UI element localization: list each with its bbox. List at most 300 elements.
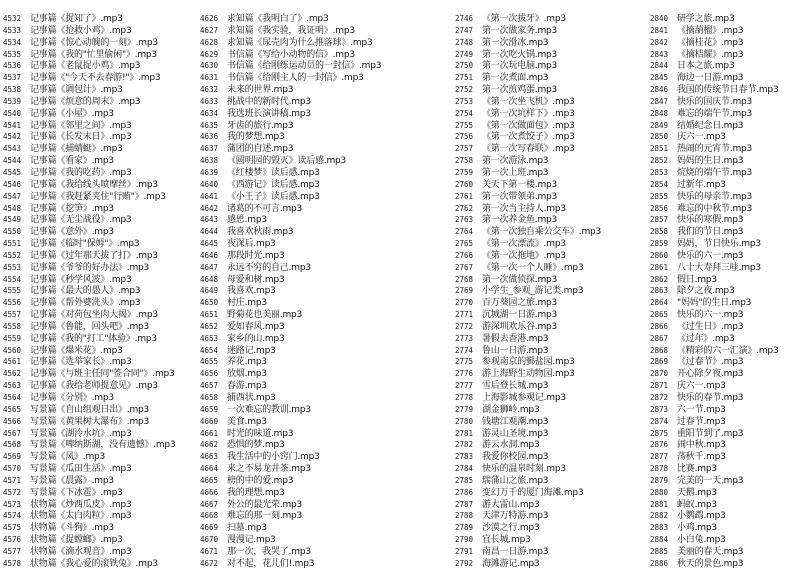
list-item <box>200 380 390 392</box>
file-name: 八十大寿拜三哇.mp3 <box>677 262 761 273</box>
file-name: 记事篇《鲁能，回头吧》.mp3 <box>30 321 150 332</box>
item-number: 4535 <box>3 49 22 59</box>
item-number: 4539 <box>3 96 22 106</box>
item-number: 2792 <box>455 558 474 568</box>
list-item <box>3 72 193 84</box>
item-number: 2867 <box>650 333 669 343</box>
item-number: 2877 <box>650 452 669 462</box>
file-name: 记事篇《爆米花》.mp3 <box>30 345 123 356</box>
file-name: 永远不穷的自己.mp3 <box>227 262 311 273</box>
file-name: 记事篇《我赶紧夹住"行贿"》.mp3 <box>30 191 166 202</box>
list-item <box>650 522 790 534</box>
file-name: 难忘的端午节.mp3 <box>677 108 753 119</box>
file-name: 上海影城参观记.mp3 <box>482 393 566 403</box>
list-item <box>3 262 193 274</box>
item-number: 4574 <box>3 511 22 521</box>
item-number: 2878 <box>650 464 669 474</box>
list-item <box>200 463 390 475</box>
item-number: 2780 <box>455 416 474 426</box>
file-column-4 <box>650 13 790 570</box>
file-name: 记事篇《"今天不去春游!"》.mp3 <box>30 73 161 84</box>
item-number: 4665 <box>200 475 219 485</box>
file-name: 第一次做家务.mp3 <box>482 25 558 36</box>
file-name: 写景篇《风》.mp3 <box>30 452 106 463</box>
item-number: 2883 <box>650 523 669 533</box>
item-number: 4542 <box>3 132 22 142</box>
list-item <box>455 49 645 61</box>
list-item <box>200 167 390 179</box>
list-item <box>455 451 645 463</box>
file-name: 《第一次拖地》.mp3 <box>482 250 566 261</box>
item-number: 4668 <box>200 511 219 521</box>
item-number: 2864 <box>650 298 669 308</box>
list-item <box>650 356 790 368</box>
file-name: 第一次玩电脑.mp3 <box>482 61 558 72</box>
file-name: 游大雷山.mp3 <box>482 499 540 510</box>
item-number: 4670 <box>200 535 219 545</box>
list-item <box>455 191 645 203</box>
file-name: 记事篇《意外》.mp3 <box>30 227 114 238</box>
file-name: 感恩.mp3 <box>227 215 267 226</box>
item-number: 4570 <box>3 464 22 474</box>
item-number: 2790 <box>455 535 474 545</box>
file-name: 对不起，花儿们!.mp3 <box>227 558 315 569</box>
list-item <box>650 25 790 37</box>
item-number: 4568 <box>3 440 22 450</box>
file-name: 沙漠之行.mp3 <box>482 523 540 534</box>
file-name: 写景篇《啤纳斯湖，没有遗憾》.mp3 <box>30 440 176 451</box>
item-number: 4538 <box>3 85 22 95</box>
list-item <box>650 368 790 380</box>
list-item <box>3 49 193 61</box>
item-number: 4643 <box>200 215 219 225</box>
item-number: 4547 <box>3 191 22 201</box>
item-number: 4644 <box>200 227 219 237</box>
item-number: 4532 <box>3 14 22 23</box>
list-item <box>3 392 193 404</box>
item-number: 2750 <box>455 61 474 71</box>
list-item <box>650 309 790 321</box>
list-item <box>3 250 193 262</box>
item-number: 2769 <box>455 286 474 296</box>
item-number: 2786 <box>455 487 474 497</box>
file-name: 《过春节》.mp3 <box>677 357 744 368</box>
file-name: 记事篇《调包计》.mp3 <box>30 85 123 96</box>
list-item <box>200 262 390 274</box>
list-item <box>3 13 193 25</box>
item-number: 4563 <box>3 381 22 391</box>
item-number: 4533 <box>3 25 22 35</box>
file-name: 快乐的六一.mp3 <box>677 310 744 321</box>
item-number: 2850 <box>650 132 669 142</box>
list-item <box>455 131 645 143</box>
item-number: 2886 <box>650 558 669 568</box>
list-item <box>200 345 390 357</box>
list-item <box>455 25 645 37</box>
item-number: 4554 <box>3 274 22 284</box>
list-item <box>3 214 193 226</box>
file-name: 记事篇《抢救小鸡》.mp3 <box>30 25 132 36</box>
file-name: 比赛.mp3 <box>677 464 717 475</box>
item-number: 2752 <box>455 85 474 95</box>
item-number: 2842 <box>650 37 669 47</box>
list-item <box>200 84 390 96</box>
list-item <box>200 404 390 416</box>
file-name: 记事篇《爷爷的好办法》.mp3 <box>30 262 150 273</box>
file-name: 《第一次坐飞机》.mp3 <box>482 96 575 107</box>
list-item <box>455 285 645 297</box>
file-name: 暑假去香港.mp3 <box>482 333 549 344</box>
file-name: 外公的最光荣.mp3 <box>227 499 303 510</box>
item-number: 4544 <box>3 156 22 166</box>
file-name: 状物篇《捉螳螂》.mp3 <box>30 535 123 546</box>
file-name: 我喜欢.mp3 <box>227 286 276 297</box>
list-item <box>200 131 390 143</box>
item-number: 4664 <box>200 464 219 474</box>
list-item <box>3 368 193 380</box>
item-number: 2856 <box>650 203 669 213</box>
file-name: 鲁山一日游.mp3 <box>482 345 549 356</box>
item-number: 4541 <box>3 120 22 130</box>
item-number: 4536 <box>3 61 22 71</box>
item-number: 4567 <box>3 428 22 438</box>
file-name: 快乐的六一.mp3 <box>677 250 744 261</box>
file-name: 闹中秋.mp3 <box>677 440 726 451</box>
list-item <box>200 285 390 297</box>
item-number: 4636 <box>200 132 219 142</box>
list-item <box>200 226 390 238</box>
item-number: 4638 <box>200 156 219 166</box>
list-item <box>455 439 645 451</box>
file-name: "妈妈"的生日.mp3 <box>677 298 752 309</box>
file-name: 快乐的国庆节.mp3 <box>677 96 753 107</box>
file-name: 记事篇《选举家长》.mp3 <box>30 357 132 368</box>
file-name: 野菊花也美丽.mp3 <box>227 310 303 321</box>
file-name: 我的梦想.mp3 <box>227 132 285 143</box>
list-item <box>455 120 645 132</box>
list-item <box>3 285 193 297</box>
file-name: 游灵山圣境.mp3 <box>482 428 549 439</box>
file-name: 恐惧的梦.mp3 <box>227 440 285 451</box>
file-name: 庆六一.mp3 <box>677 381 726 392</box>
list-item <box>200 475 390 487</box>
file-name: 《小王子》读后感.mp3 <box>227 191 320 202</box>
list-item <box>455 356 645 368</box>
list-item <box>650 250 790 262</box>
item-number: 2762 <box>455 203 474 213</box>
file-name: 时光的味道.mp3 <box>227 428 294 439</box>
item-number: 4562 <box>3 369 22 379</box>
item-number: 4671 <box>200 546 219 556</box>
file-name: 海滩游记.mp3 <box>482 558 540 569</box>
item-number: 2852 <box>650 156 669 166</box>
item-number: 2761 <box>455 191 474 201</box>
list-item <box>200 439 390 451</box>
file-name: 记事篇《我给老师提意见》.mp3 <box>30 381 158 392</box>
list-item <box>650 463 790 475</box>
list-item <box>650 333 790 345</box>
list-item <box>3 155 193 167</box>
item-number: 4647 <box>200 262 219 272</box>
item-number: 4635 <box>200 120 219 130</box>
file-name: 《精彩的六一汇演》.mp3 <box>677 345 779 356</box>
item-number: 2760 <box>455 179 474 189</box>
item-number: 2771 <box>455 310 474 320</box>
item-number: 4558 <box>3 321 22 331</box>
file-name: 记事篇《小屋》.mp3 <box>30 108 114 119</box>
list-item <box>455 499 645 511</box>
file-name: 《过生日》.mp3 <box>677 321 744 332</box>
file-name: 参观南京的鄞盐园.mp3 <box>482 357 575 368</box>
item-number: 4632 <box>200 85 219 95</box>
file-name: 写景篇《湖泠水坑》.mp3 <box>30 428 132 439</box>
item-number: 2777 <box>455 381 474 391</box>
list-item <box>650 84 790 96</box>
list-item <box>650 558 790 570</box>
list-item <box>3 167 193 179</box>
file-name: 雪后登长城.mp3 <box>482 381 549 392</box>
file-name: 写景篇《晨露》.mp3 <box>30 475 114 486</box>
file-name: 过春节.mp3 <box>677 416 726 427</box>
item-number: 4648 <box>200 274 219 284</box>
file-name: 《第一次做面包》.mp3 <box>482 120 575 131</box>
file-name: 春游.mp3 <box>227 381 267 392</box>
item-number: 2870 <box>650 369 669 379</box>
file-name: 记事篇《烦意的周末》.mp3 <box>30 96 141 107</box>
list-item <box>200 558 390 570</box>
list-item <box>455 392 645 404</box>
item-number: 2863 <box>650 286 669 296</box>
item-number: 2847 <box>650 96 669 106</box>
file-name: 记事篇《我的吃药》.mp3 <box>30 167 132 178</box>
file-name: 《过年》.mp3 <box>677 333 735 344</box>
file-name: 记事篇《邻里之间》.mp3 <box>30 120 132 131</box>
file-name: 记事篇《挖笋》.mp3 <box>30 203 114 214</box>
file-name: 快乐的春节.mp3 <box>677 393 744 403</box>
item-number: 2841 <box>650 25 669 35</box>
item-number: 4661 <box>200 428 219 438</box>
item-number: 2874 <box>650 416 669 426</box>
file-name: 写景篇《下冰雹》.mp3 <box>30 487 123 498</box>
item-number: 2753 <box>455 96 474 106</box>
list-item <box>455 155 645 167</box>
item-number: 4663 <box>200 452 219 462</box>
item-number: 4634 <box>200 108 219 118</box>
item-number: 2757 <box>455 144 474 154</box>
item-number: 2849 <box>650 120 669 130</box>
file-name: 我爱你校园.mp3 <box>482 452 549 463</box>
item-number: 2871 <box>650 381 669 391</box>
list-item <box>200 37 390 49</box>
list-item <box>650 214 790 226</box>
file-name: 秋天的景色.mp3 <box>677 558 744 569</box>
list-item <box>650 404 790 416</box>
file-name: 《圆明园的毁灭》读后感.mp3 <box>227 156 347 167</box>
file-name: 钱塘江观潮.mp3 <box>482 416 549 427</box>
file-name: 放烟.mp3 <box>227 369 267 380</box>
item-number: 4564 <box>3 393 22 402</box>
list-item <box>3 131 193 143</box>
item-number: 2873 <box>650 404 669 414</box>
item-number: 2787 <box>455 499 474 509</box>
file-name: 第一次煎鸡蛋.mp3 <box>482 85 558 96</box>
list-item <box>200 13 390 25</box>
file-name: 游上海野生动物园.mp3 <box>482 369 575 380</box>
list-item <box>200 203 390 215</box>
file-name: 村庄.mp3 <box>227 298 267 309</box>
file-name: 第一次煮面.mp3 <box>482 73 549 84</box>
file-name: 求知篇《我明白了》.mp3 <box>227 14 329 24</box>
file-name: 漫漫记.mp3 <box>227 535 276 546</box>
list-item <box>455 404 645 416</box>
file-name: 我的理想.mp3 <box>227 487 285 498</box>
list-item <box>455 84 645 96</box>
item-number: 4650 <box>200 298 219 308</box>
list-item <box>650 499 790 511</box>
item-number: 2845 <box>650 73 669 83</box>
list-item <box>200 487 390 499</box>
file-name: 游云水洞.mp3 <box>482 440 540 451</box>
list-item <box>650 203 790 215</box>
list-item <box>650 392 790 404</box>
item-number: 4672 <box>200 558 219 568</box>
list-item <box>200 356 390 368</box>
file-name: 结婚纪念日.mp3 <box>677 120 744 131</box>
file-name: 状物篇《炒西瓜皮》.mp3 <box>30 499 132 510</box>
list-item <box>200 25 390 37</box>
file-name: 难忘的那一刻.mp3 <box>227 511 303 522</box>
file-name: 瑞蒲山之旅.mp3 <box>482 475 549 486</box>
list-item <box>200 546 390 558</box>
list-item <box>200 416 390 428</box>
list-item <box>650 262 790 274</box>
file-name: 《摘葫榴》.mp3 <box>677 25 744 36</box>
list-item <box>3 510 193 522</box>
file-name: 关天下第一楼.mp3 <box>482 179 558 190</box>
file-name: 快乐的温泉时刻.mp3 <box>482 464 566 475</box>
list-item <box>200 392 390 404</box>
list-item <box>455 167 645 179</box>
item-number: 2785 <box>455 475 474 485</box>
list-item <box>650 510 790 522</box>
item-number: 4633 <box>200 96 219 106</box>
item-number: 2759 <box>455 167 474 177</box>
item-number: 4655 <box>200 357 219 367</box>
file-name: 记事篇《看家》.mp3 <box>30 156 114 167</box>
item-number: 4569 <box>3 452 22 462</box>
list-item <box>650 321 790 333</box>
item-number: 4654 <box>200 345 219 355</box>
list-item <box>200 451 390 463</box>
list-item <box>650 60 790 72</box>
item-number: 2865 <box>650 310 669 320</box>
list-item <box>3 60 193 72</box>
list-item <box>3 522 193 534</box>
list-item <box>3 203 193 215</box>
item-number: 4646 <box>200 250 219 260</box>
list-item <box>3 451 193 463</box>
list-item <box>455 214 645 226</box>
file-name: 《第一次漂流》.mp3 <box>482 239 566 250</box>
list-item <box>200 274 390 286</box>
list-item <box>650 155 790 167</box>
item-number: 2879 <box>650 475 669 485</box>
file-name: 《第一次独自乘公交车》.mp3 <box>482 227 602 238</box>
file-name: 南昌一日游.mp3 <box>482 546 549 557</box>
list-item <box>3 297 193 309</box>
item-number: 4551 <box>3 239 22 249</box>
list-item <box>200 321 390 333</box>
list-item <box>650 297 790 309</box>
list-item <box>650 37 790 49</box>
file-name: 小学生_参观_游记类.mp3 <box>482 286 584 297</box>
item-number: 4559 <box>3 333 22 343</box>
item-number: 2851 <box>650 144 669 154</box>
item-number: 4630 <box>200 61 219 71</box>
item-number: 2778 <box>455 393 474 402</box>
list-item <box>650 416 790 428</box>
item-number: 2749 <box>455 49 474 59</box>
file-name: 求知篇《尿壳肉为什么推落球》.mp3 <box>227 37 373 48</box>
item-number: 2875 <box>650 428 669 438</box>
item-number: 2846 <box>650 85 669 95</box>
list-item <box>3 309 193 321</box>
item-number: 2774 <box>455 345 474 355</box>
file-name: 《第一次坑样下》.mp3 <box>482 108 575 119</box>
file-name: 百万葵园之旅.mp3 <box>482 298 558 309</box>
item-number: 2876 <box>650 440 669 450</box>
file-name: 小鹦鹉.mp3 <box>677 511 726 522</box>
item-number: 2781 <box>455 428 474 438</box>
list-item <box>3 439 193 451</box>
item-number: 4642 <box>200 203 219 213</box>
item-number: 4573 <box>3 499 22 509</box>
item-number: 4641 <box>200 191 219 201</box>
item-number: 2885 <box>650 546 669 556</box>
item-number: 2861 <box>650 262 669 272</box>
list-item <box>3 321 193 333</box>
file-name: 第一次带领弟.mp3 <box>482 191 558 202</box>
file-name: 热闹的元宵节.mp3 <box>677 144 753 155</box>
item-number: 4560 <box>3 345 22 355</box>
list-item <box>455 475 645 487</box>
list-item <box>650 131 790 143</box>
list-item <box>455 203 645 215</box>
list-item <box>3 25 193 37</box>
item-number: 2884 <box>650 535 669 545</box>
file-name: 状物篇《我心爱的滚铁兔》.mp3 <box>30 558 158 569</box>
list-item <box>650 191 790 203</box>
item-number: 4652 <box>200 321 219 331</box>
item-number: 4548 <box>3 203 22 213</box>
file-name: 妈妈，节日快乐.mp3 <box>677 239 761 250</box>
item-number: 4556 <box>3 298 22 308</box>
item-number: 4628 <box>200 37 219 47</box>
file-name: 记事篇《无尘战役》.mp3 <box>30 215 132 226</box>
file-name: 除夕之夜.mp3 <box>677 286 735 297</box>
file-name: 记事篇《惊心动魄的一刻》.mp3 <box>30 37 158 48</box>
file-name: 我们的节日.mp3 <box>677 227 744 238</box>
item-number: 4637 <box>200 144 219 154</box>
item-number: 4640 <box>200 179 219 189</box>
list-item <box>455 321 645 333</box>
list-item <box>3 108 193 120</box>
list-item <box>650 487 790 499</box>
file-name: 研学之旅.mp3 <box>677 14 735 24</box>
file-name: 海边一日游.mp3 <box>677 73 744 84</box>
file-name: 记事篇《我的"忙里偷闲"》.mp3 <box>30 49 157 60</box>
file-name: 《红楼梦》读后感.mp3 <box>227 167 320 178</box>
